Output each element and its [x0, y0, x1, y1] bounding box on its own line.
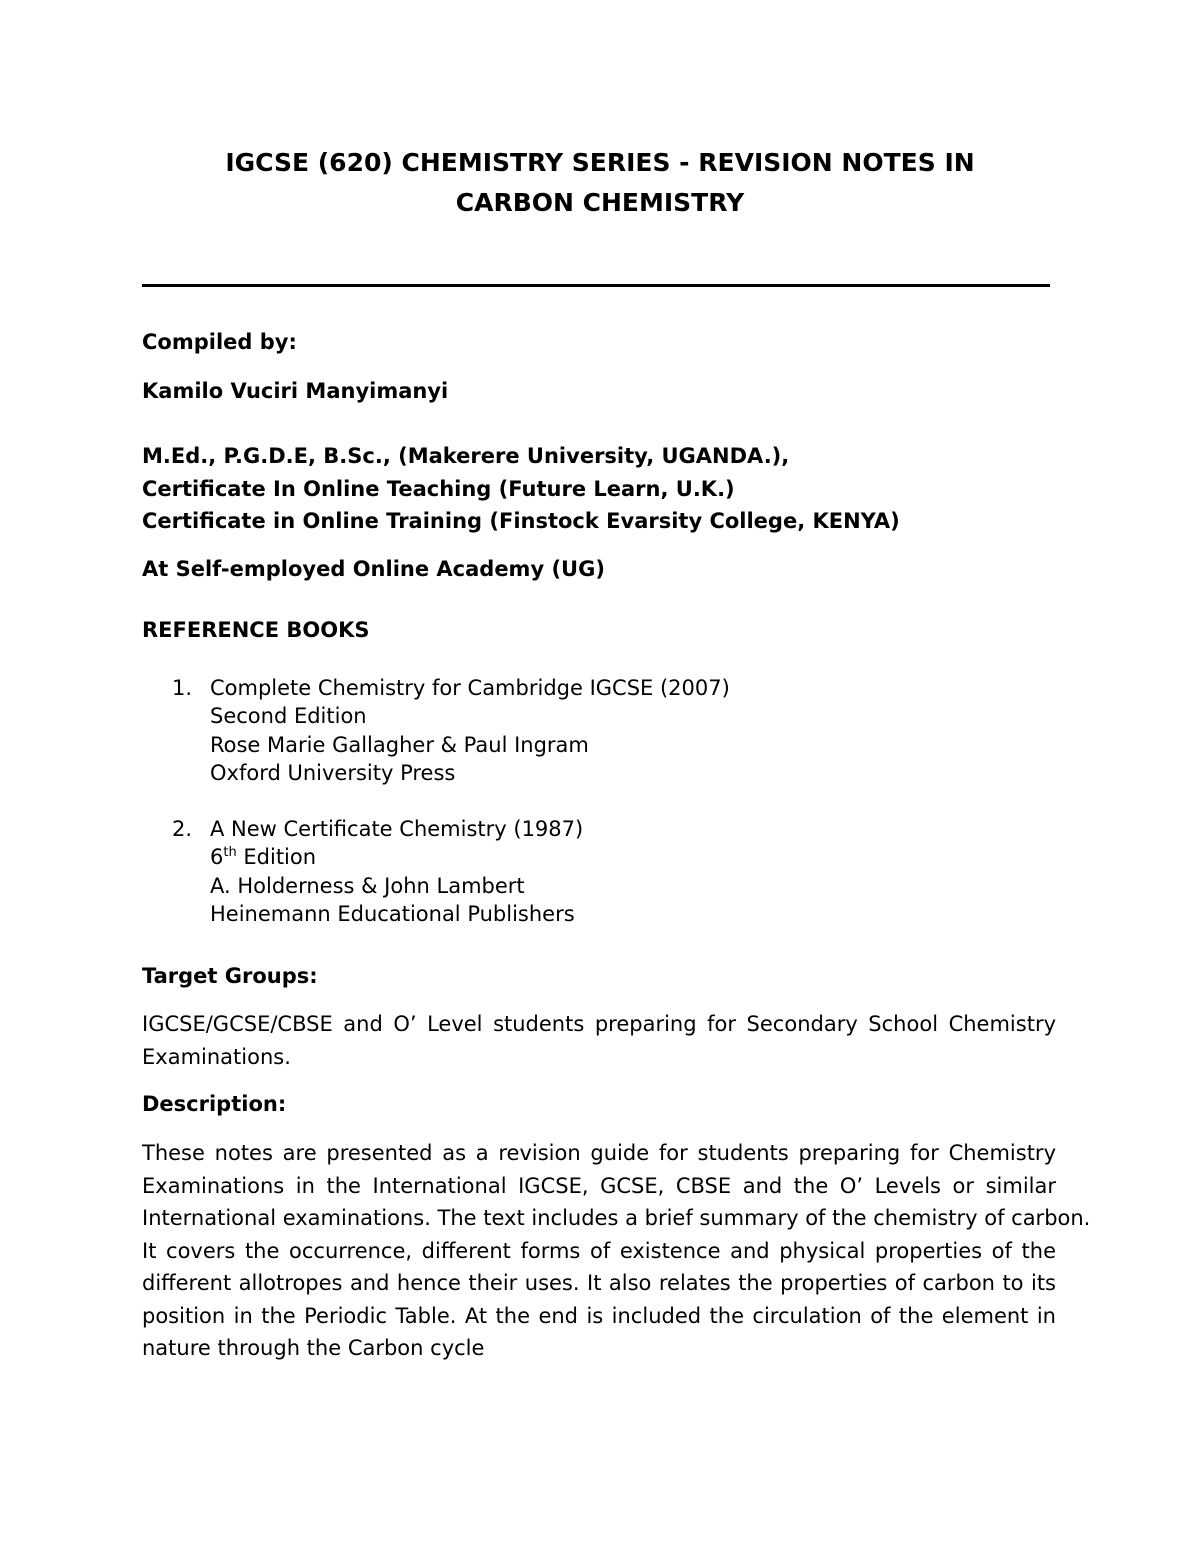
reference-2-publisher: Heinemann Educational Publishers	[210, 901, 575, 926]
reference-1-edition: Second Edition	[210, 704, 367, 729]
reference-2-edition-suffix: th	[223, 845, 237, 861]
description-line-4: It covers the occurrence, different forms of existence and physical properties of the	[142, 1238, 1056, 1263]
compiled-by-label: Compiled by:	[142, 330, 297, 354]
horizontal-rule	[142, 284, 1050, 287]
qualification-2: Certificate In Online Teaching (Future Learn, U.K.)	[142, 477, 735, 501]
description-line-5: different allotropes and hence their uses. It also relates the properties of carbon to its	[142, 1271, 1056, 1295]
description-line-6: position in the Periodic Table. At the end is included the circulation of the element in	[142, 1303, 1056, 1328]
description-line-7: nature through the Carbon cycle	[142, 1336, 485, 1360]
reference-1-publisher: Oxford University Press	[210, 760, 456, 785]
reference-2-number: 2.	[172, 817, 193, 841]
qualification-3: Certificate in Online Training (Finstock Evarsity College, KENYA)	[142, 509, 900, 533]
description-line-3: International examinations. The text includes a brief summary of the chemistry of carbon.	[142, 1206, 1091, 1230]
reference-2-edition-word: Edition	[236, 845, 317, 870]
description-text	[142, 1137, 1091, 1365]
author-name: Kamilo Vuciri Manyimanyi	[142, 379, 449, 403]
affiliation: At Self-employed Online Academy (UG)	[142, 557, 605, 581]
reference-1-title: Complete Chemistry for Cambridge IGCSE (2007)	[210, 676, 730, 700]
description-heading: Description:	[142, 1092, 287, 1116]
reference-2-authors: A. Holderness & John Lambert	[210, 873, 525, 898]
target-groups-text	[142, 1008, 1056, 1073]
description-line-1: These notes are presented as a revision guide for students preparing for Chemistry	[142, 1141, 1056, 1165]
reference-1	[210, 674, 730, 787]
reference-1-number: 1.	[172, 676, 193, 700]
description-line-2: Examinations in the International IGCSE, GCSE, CBSE and the O’ Levels or similar	[142, 1173, 1056, 1198]
reference-books-heading: REFERENCE BOOKS	[142, 618, 370, 642]
reference-2-title: A New Certificate Chemistry (1987)	[210, 817, 584, 841]
reference-2-edition	[210, 843, 583, 871]
document-title	[0, 143, 1200, 223]
reference-2-edition-number: 6	[210, 845, 224, 870]
target-groups-heading: Target Groups:	[142, 964, 318, 988]
title-line-2: CARBON CHEMISTRY	[455, 188, 745, 217]
target-line-1: IGCSE/GCSE/CBSE and O’ Level students preparing for Secondary School Chemistry	[142, 1012, 1056, 1036]
qualification-1: M.Ed., P.G.D.E, B.Sc., (Makerere University, UGANDA.),	[142, 444, 790, 468]
target-line-2: Examinations.	[142, 1044, 291, 1069]
reference-1-authors: Rose Marie Gallagher & Paul Ingram	[210, 732, 589, 757]
title-line-1: IGCSE (620) CHEMISTRY SERIES - REVISION NOTES IN	[225, 148, 975, 177]
reference-2	[210, 815, 583, 928]
